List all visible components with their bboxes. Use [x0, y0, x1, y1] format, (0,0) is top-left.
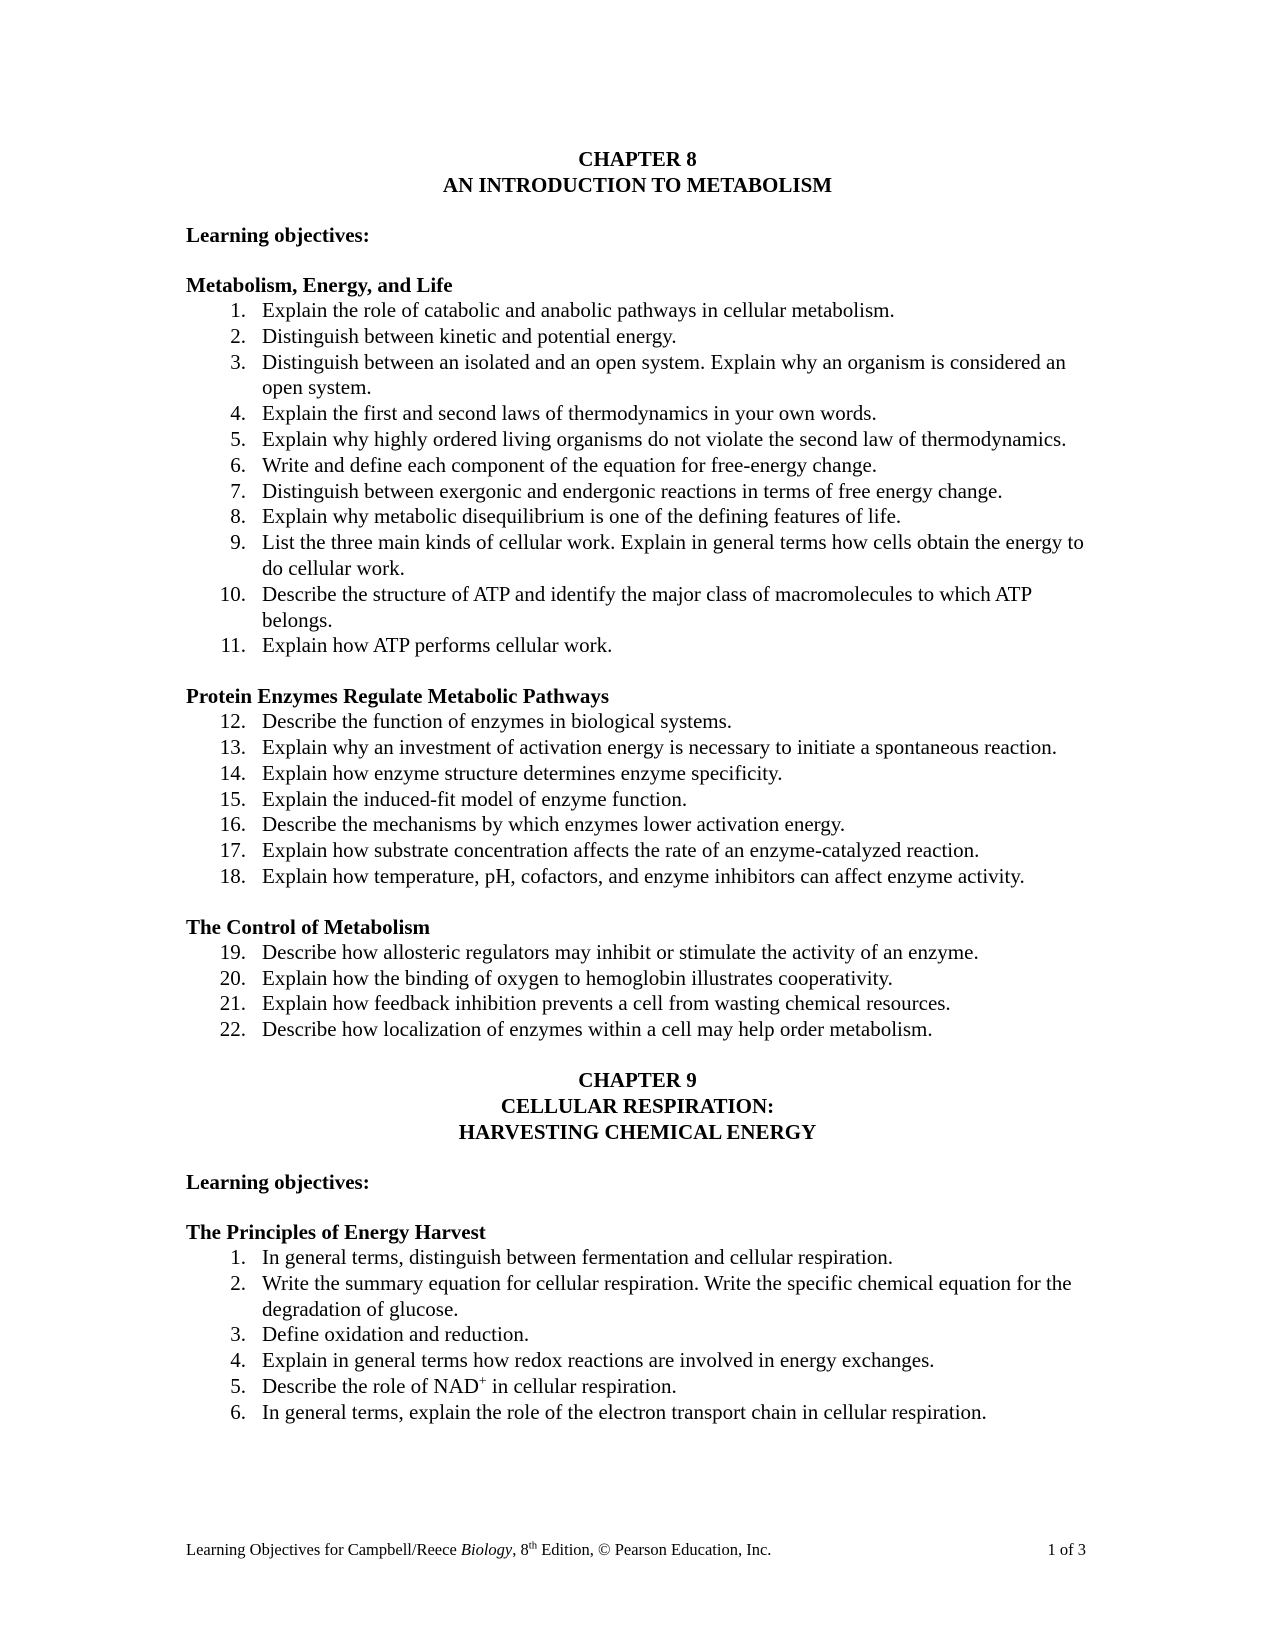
item-number: 11. — [220, 633, 246, 658]
item-text: Explain why highly ordered living organisms do not violate the second law of thermodynamics. — [262, 426, 1067, 451]
item-text: Explain how ATP performs cellular work. — [262, 633, 613, 658]
item-number: 7. — [230, 478, 246, 503]
list-item — [186, 1271, 1086, 1323]
item-text: Write and define each component of the equation for free-energy change. — [262, 452, 878, 477]
chapter-8-title: AN INTRODUCTION TO METABOLISM — [442, 173, 833, 197]
item-number: 4. — [230, 1348, 246, 1373]
item-text: In general terms, explain the role of the electron transport chain in cellular respiration. — [262, 1399, 987, 1424]
footer-prefix: Learning Objectives for Campbell/Reece — [186, 1540, 461, 1559]
item-text: Explain how temperature, pH, cofactors, and enzyme inhibitors can affect enzyme activity. — [262, 863, 1025, 888]
objective-list — [186, 709, 1086, 890]
item-number: 17. — [219, 838, 246, 863]
item-text: Describe how localization of enzymes within a cell may help order metabolism. — [262, 1017, 933, 1042]
list-item — [186, 504, 1086, 530]
list-item — [186, 1400, 1086, 1426]
item-number: 15. — [219, 786, 246, 811]
learning-objectives-label: Learning objectives: — [186, 1169, 370, 1194]
page-number: 1 of 3 — [1047, 1540, 1086, 1559]
item-text: Explain how the binding of oxygen to hemoglobin illustrates cooperativity. — [262, 965, 893, 990]
item-number: 3. — [230, 1322, 246, 1347]
list-item — [186, 350, 1086, 402]
item-number: 14. — [219, 760, 246, 785]
item-text: Explain in general terms how redox reactions are involved in energy exchanges. — [262, 1348, 935, 1373]
item-text: Distinguish between an isolated and an open system. Explain why an organism is considered an open system. — [262, 349, 1066, 400]
objective-list — [186, 940, 1086, 1043]
section-title: The Control of Metabolism — [186, 914, 431, 939]
list-item — [186, 401, 1086, 427]
list-item — [186, 838, 1086, 864]
item-text: Explain why metabolic disequilibrium is one of the defining features of life. — [262, 504, 902, 529]
section-title: The Principles of Energy Harvest — [186, 1219, 486, 1244]
objective-list — [186, 1245, 1086, 1426]
item-text: In general terms, distinguish between fermentation and cellular respiration. — [262, 1244, 893, 1269]
item-text: Describe the function of enzymes in biological systems. — [262, 709, 733, 734]
item-text: Explain how substrate concentration affects the rate of an enzyme-catalyzed reaction. — [262, 838, 980, 863]
item-text: Describe the structure of ATP and identify the major class of macromolecules to which ATP belongs. — [262, 581, 1032, 632]
item-number: 2. — [230, 1270, 246, 1295]
section-title: Metabolism, Energy, and Life — [186, 273, 453, 297]
chapter-8-heading — [0, 146, 1275, 198]
chapter-8-number: CHAPTER 8 — [578, 147, 697, 171]
item-number: 21. — [219, 991, 246, 1016]
list-item — [186, 761, 1086, 787]
objective-list — [186, 298, 1086, 659]
item-number: 19. — [219, 939, 246, 964]
item-number: 13. — [219, 734, 246, 759]
item-number: 22. — [219, 1017, 246, 1042]
chapter-9-title-line1: CELLULAR RESPIRATION: — [500, 1093, 775, 1118]
list-item — [186, 1322, 1086, 1348]
list-item — [186, 582, 1086, 634]
list-item — [186, 991, 1086, 1017]
list-item — [186, 735, 1086, 761]
item-text: Distinguish between exergonic and endergonic reactions in terms of free energy change. — [262, 478, 1003, 503]
item-number: 20. — [219, 965, 246, 990]
item-number: 8. — [230, 504, 246, 529]
item-text — [262, 1374, 677, 1398]
item-text: Distinguish between kinetic and potential energy. — [262, 323, 677, 348]
footer-edition-sep: , 8 — [512, 1540, 529, 1559]
list-item — [186, 633, 1086, 659]
item-number: 5. — [230, 426, 246, 451]
item-text: Explain how feedback inhibition prevents a cell from wasting chemical resources. — [262, 991, 951, 1016]
list-item — [186, 1348, 1086, 1374]
item-number: 1. — [230, 298, 246, 322]
item-number: 1. — [230, 1244, 246, 1269]
item-number: 3. — [230, 349, 246, 374]
list-item — [186, 1374, 1086, 1400]
list-item — [186, 709, 1086, 735]
list-item — [186, 940, 1086, 966]
item-text: Explain how enzyme structure determines enzyme specificity. — [262, 760, 783, 785]
learning-objectives-label: Learning objectives: — [186, 223, 370, 247]
footer-edition-sup: th — [528, 1539, 538, 1552]
item-number: 4. — [230, 401, 246, 426]
section-title: Protein Enzymes Regulate Metabolic Pathways — [186, 684, 610, 709]
list-item — [186, 812, 1086, 838]
list-item — [186, 1245, 1086, 1271]
item-text: Explain the first and second laws of thermodynamics in your own words. — [262, 401, 877, 426]
list-item — [186, 324, 1086, 350]
item-number: 12. — [219, 709, 246, 734]
item-text: Describe the mechanisms by which enzymes lower activation energy. — [262, 812, 846, 837]
item-text: Write the summary equation for cellular respiration. Write the specific chemical equation for the degradation of glucose. — [262, 1270, 1072, 1321]
list-item — [186, 1017, 1086, 1043]
list-item — [186, 530, 1086, 582]
list-item — [186, 427, 1086, 453]
list-item — [186, 864, 1086, 890]
chapter-9-heading — [0, 1067, 1275, 1145]
item-number: 6. — [230, 1399, 246, 1424]
item-number: 5. — [230, 1373, 246, 1398]
chapter-9-number: CHAPTER 9 — [578, 1067, 697, 1092]
list-item — [186, 966, 1086, 992]
item-number: 10. — [219, 581, 246, 606]
page-content — [186, 146, 1086, 1426]
item-number: 16. — [219, 812, 246, 837]
item-number: 9. — [230, 530, 246, 555]
item-text-post: in cellular respiration. — [486, 1373, 677, 1398]
footer-book-title: Biology — [460, 1540, 513, 1559]
item-text: Describe how allosteric regulators may inhibit or stimulate the activity of an enzyme. — [262, 939, 979, 964]
list-item — [186, 787, 1086, 813]
footer-citation — [186, 1540, 771, 1560]
item-text: Define oxidation and reduction. — [262, 1322, 530, 1347]
list-item — [186, 479, 1086, 505]
item-number: 18. — [219, 863, 246, 888]
list-item — [186, 453, 1086, 479]
item-text: List the three main kinds of cellular work. Explain in general terms how cells obtain the energy to do cellular work. — [262, 530, 1084, 580]
item-number: 2. — [230, 323, 246, 348]
chapter-9-title-line2: HARVESTING CHEMICAL ENERGY — [458, 1119, 817, 1144]
item-number: 6. — [230, 452, 246, 477]
superscript-plus: + — [478, 1372, 487, 1388]
item-text-pre: Describe the role of NAD — [262, 1373, 479, 1398]
item-text: Explain why an investment of activation energy is necessary to initiate a spontaneous reaction. — [262, 734, 1058, 759]
footer-suffix: Edition, © Pearson Education, Inc. — [537, 1540, 772, 1559]
list-item — [186, 298, 1086, 324]
item-text: Explain the role of catabolic and anabolic pathways in cellular metabolism. — [262, 298, 895, 322]
item-text: Explain the induced-fit model of enzyme function. — [262, 786, 688, 811]
